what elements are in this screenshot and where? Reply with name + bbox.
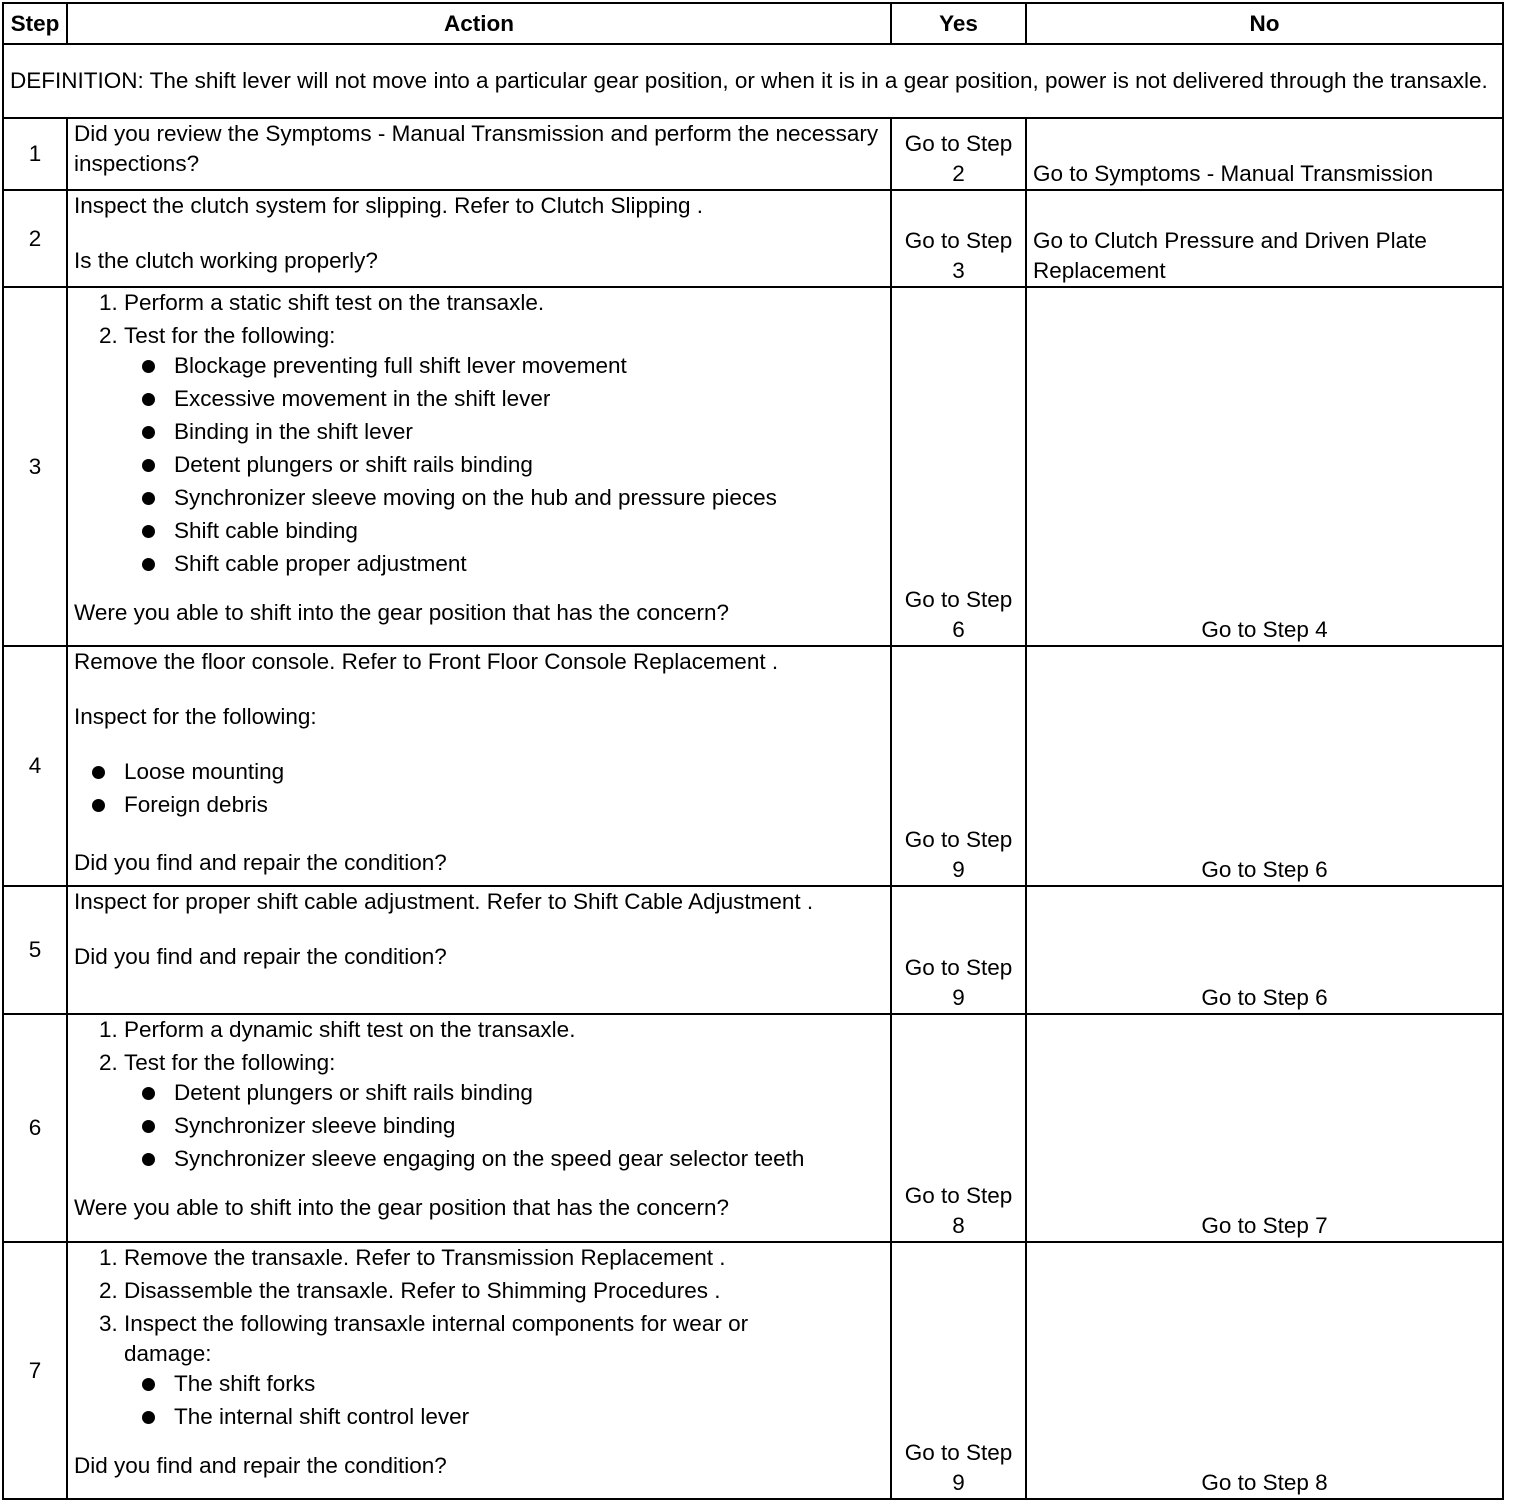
action-cell — [67, 886, 891, 1014]
action-intro: Inspect for proper shift cable adjustment. Refer to Shift Cable Adjustment . — [74, 889, 814, 914]
action-intro: Inspect the clutch system for slipping. Refer to Clutch Slipping . — [74, 193, 704, 218]
definition-text: DEFINITION: The shift lever will not move into a particular gear position, or when it is in a gear position, power is not delivered through the transaxle. — [3, 44, 1503, 118]
no-cell: Go to Step 8 — [1026, 1242, 1503, 1499]
action-cell — [67, 1014, 891, 1242]
numbered-list — [74, 1243, 884, 1432]
action-cell — [67, 118, 891, 190]
step-number: 3 — [3, 287, 67, 646]
action-question: Is the clutch working properly? — [74, 248, 378, 273]
step-number: 5 — [3, 886, 67, 1014]
diagnostic-table — [2, 2, 1504, 1500]
bullet-item: Shift cable binding — [174, 516, 884, 546]
action-question: Did you find and repair the condition? — [74, 1453, 447, 1478]
list-item-text: Test for the following: — [124, 323, 336, 348]
no-cell: Go to Step 4 — [1026, 287, 1503, 646]
bullet-item: Blockage preventing full shift lever movement — [174, 351, 884, 381]
list-item — [124, 1309, 884, 1432]
yes-cell: Go to Step 9 — [891, 886, 1026, 1014]
no-cell: Go to Clutch Pressure and Driven Plate Replacement — [1026, 190, 1503, 287]
bullet-item: Synchronizer sleeve engaging on the speed gear selector teeth — [174, 1144, 884, 1174]
action-cell — [67, 287, 891, 646]
bullet-item: Binding in the shift lever — [174, 417, 884, 447]
bullet-list — [74, 757, 884, 820]
action-question: Did you review the Symptoms - Manual Transmission and perform the necessary inspections? — [74, 121, 879, 176]
header-action: Action — [67, 3, 891, 44]
action-question: Did you find and repair the condition? — [74, 944, 447, 969]
no-cell: Go to Step 7 — [1026, 1014, 1503, 1242]
table-row — [3, 646, 1503, 886]
action-question: Were you able to shift into the gear position that has the concern? — [74, 1195, 729, 1220]
action-cell — [67, 646, 891, 886]
bullet-item: Loose mounting — [124, 757, 884, 787]
action-intro: Remove the floor console. Refer to Front Floor Console Replacement . — [74, 649, 779, 674]
step-number: 7 — [3, 1242, 67, 1499]
step-number: 4 — [3, 646, 67, 886]
action-question: Were you able to shift into the gear position that has the concern? — [74, 600, 729, 625]
action-cell — [67, 190, 891, 287]
yes-cell: Go to Step 3 — [891, 190, 1026, 287]
numbered-list — [74, 1015, 884, 1174]
table-row — [3, 118, 1503, 190]
bullet-item: Foreign debris — [124, 790, 884, 820]
table-row — [3, 190, 1503, 287]
header-step: Step — [3, 3, 67, 44]
yes-cell: Go to Step 6 — [891, 287, 1026, 646]
list-item: 1. Perform a dynamic shift test on the transaxle. — [124, 1015, 884, 1045]
step-number: 2 — [3, 190, 67, 287]
action-question: Did you find and repair the condition? — [74, 850, 447, 875]
yes-cell: Go to Step 9 — [891, 646, 1026, 886]
bullet-list — [124, 351, 884, 579]
list-item — [124, 321, 884, 579]
bullet-item: Detent plungers or shift rails binding — [174, 1078, 884, 1108]
no-cell: Go to Step 6 — [1026, 886, 1503, 1014]
table-row — [3, 287, 1503, 646]
bullet-item: Shift cable proper adjustment — [174, 549, 884, 579]
bullet-item: The shift forks — [174, 1369, 824, 1399]
yes-cell: Go to Step 2 — [891, 118, 1026, 190]
bullet-item: Detent plungers or shift rails binding — [174, 450, 884, 480]
no-cell: Go to Symptoms - Manual Transmission — [1026, 118, 1503, 190]
numbered-list — [74, 288, 884, 579]
header-row — [3, 3, 1503, 44]
table-row — [3, 1242, 1503, 1499]
header-yes: Yes — [891, 3, 1026, 44]
action-intro-2: Inspect for the following: — [74, 704, 317, 729]
list-item: 1. Remove the transaxle. Refer to Transmission Replacement . — [124, 1243, 884, 1273]
step-number: 6 — [3, 1014, 67, 1242]
bullet-item: Excessive movement in the shift lever — [174, 384, 884, 414]
list-item: 1. Perform a static shift test on the transaxle. — [124, 288, 884, 318]
no-cell: Go to Step 6 — [1026, 646, 1503, 886]
definition-row — [3, 44, 1503, 118]
bullet-item: The internal shift control lever — [174, 1402, 824, 1432]
action-cell — [67, 1242, 891, 1499]
list-item — [124, 1048, 884, 1174]
bullet-list — [124, 1078, 884, 1174]
yes-cell: Go to Step 9 — [891, 1242, 1026, 1499]
header-no: No — [1026, 3, 1503, 44]
list-item: 2. Disassemble the transaxle. Refer to Shimming Procedures . — [124, 1276, 884, 1306]
bullet-item: Synchronizer sleeve binding — [174, 1111, 884, 1141]
yes-cell: Go to Step 8 — [891, 1014, 1026, 1242]
step-number: 1 — [3, 118, 67, 190]
list-item-text: Test for the following: — [124, 1050, 336, 1075]
bullet-list — [124, 1369, 824, 1432]
table-row — [3, 886, 1503, 1014]
table-row — [3, 1014, 1503, 1242]
list-item-text: Inspect the following transaxle internal components for wear or damage: — [124, 1311, 749, 1366]
bullet-item: Synchronizer sleeve moving on the hub and pressure pieces — [174, 483, 884, 513]
